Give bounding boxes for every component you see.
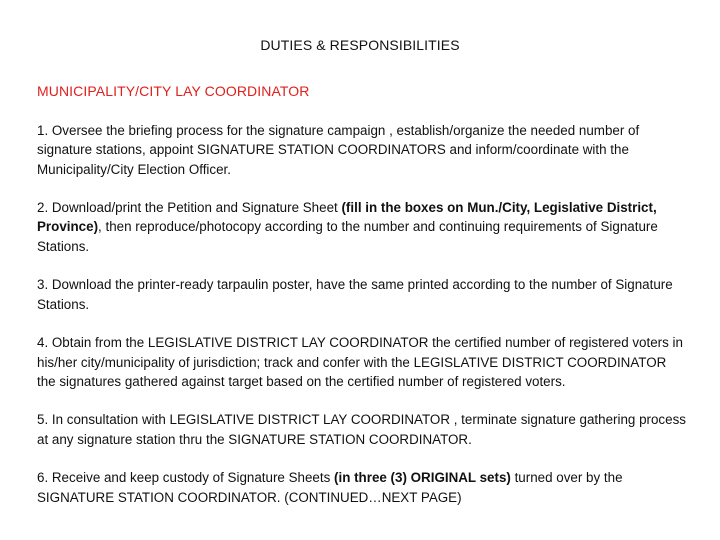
duty-item-6 (37, 468, 687, 507)
duty-item-6-pre: 6. Receive and keep custody of Signature Sheets (37, 470, 335, 486)
duty-item-2 (37, 198, 687, 256)
duty-item-2-post: , then reproduce/photocopy according to the number and continuing requirements of Signature Stations. (37, 219, 658, 254)
duty-item-2-pre: 2. Download/print the Petition and Signature Sheet (37, 200, 342, 216)
duty-item-6-bold: (in three (3) ORIGINAL sets) (334, 470, 511, 486)
duty-item-6-post: turned over by the SIGNATURE STATION COORDINATOR. (CONTINUED…NEXT PAGE) (37, 470, 623, 505)
duty-item-1: 1. Oversee the briefing process for the signature campaign , establish/organize the needed number of signature stations, appoint SIGNATURE STATION COORDINATORS and inform/coordinate with the Municipality/City Election Officer. (37, 123, 640, 177)
duty-item-3: 3. Download the printer-ready tarpaulin poster, have the same printed according to the number of Signature Stations. (37, 277, 673, 312)
section-subtitle: MUNICIPALITY/CITY LAY COORDINATOR (37, 83, 310, 99)
duty-item-5: 5. In consultation with LEGISLATIVE DISTRICT LAY COORDINATOR , terminate signature gathering process at any signature station thru the SIGNATURE STATION COORDINATOR. (37, 412, 686, 447)
duty-item-2-bold: (fill in the boxes on Mun./City, Legislative District, Province) (37, 200, 657, 235)
page-title: DUTIES & RESPONSIBILITIES (260, 37, 460, 53)
duty-item-4: 4. Obtain from the LEGISLATIVE DISTRICT LAY COORDINATOR the certified number of registered voters in his/her city/municipality of jurisdiction; track and confer with the LEGISLATIVE DISTRICT COORDINATOR the signatures gathered against target based on the certified number of registered voters. (37, 335, 683, 389)
duties-list (37, 121, 687, 526)
